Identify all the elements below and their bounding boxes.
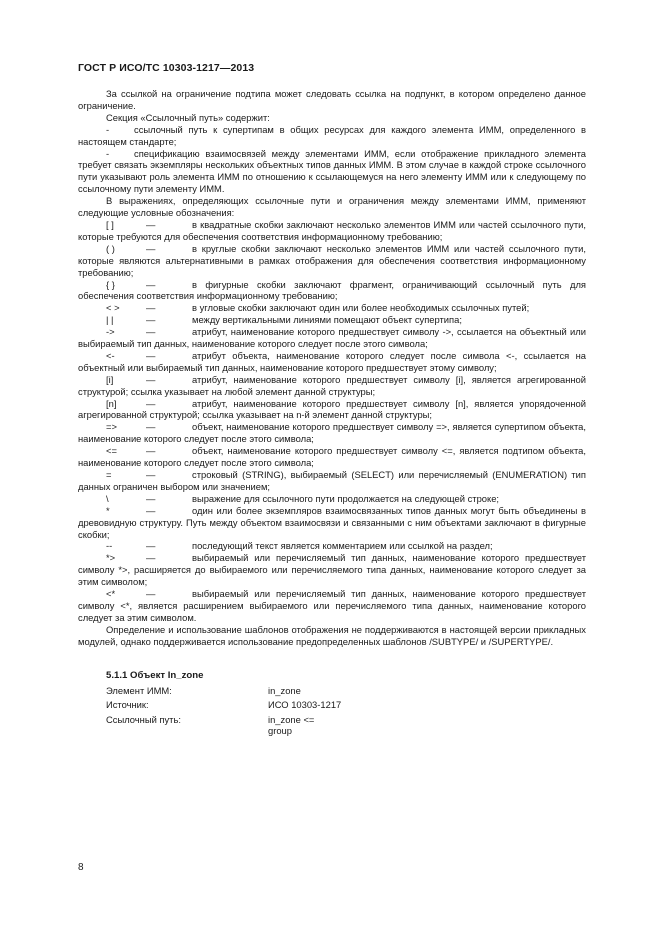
notation-description: атрибут, наименование которого предшествует символу [i], является агрегированной структурой; ссылка указывает на любой элемент данной структуры; bbox=[78, 373, 586, 397]
notation-definition bbox=[78, 219, 586, 243]
notation-symbol: <- bbox=[106, 349, 115, 361]
section-properties bbox=[78, 684, 586, 737]
notation-definition bbox=[78, 505, 586, 541]
definition-dash: — bbox=[146, 373, 156, 385]
bullet-marker: - bbox=[106, 123, 110, 135]
notation-description: в круглые скобки заключают несколько элементов ИММ или частей ссылочного пути, которые являются альтернативными в рамках отображения для обеспечения соответствия информационному требованию; bbox=[78, 242, 586, 278]
notation-description: выражение для ссылочного пути продолжается на следующей строке; bbox=[192, 492, 500, 504]
property-row bbox=[106, 725, 586, 737]
notation-description: выбираемый или перечисляемый тип данных, наименование которого предшествует символу <*, является расширением выбираемого или перечисляемого типа данных, наименование которого следует за этим символом. bbox=[78, 588, 586, 623]
definition-dash: — bbox=[146, 242, 156, 254]
notation-definition bbox=[78, 445, 586, 469]
notation-symbol: { } bbox=[106, 278, 115, 290]
notation-definition bbox=[78, 314, 586, 326]
notation-symbol: -> bbox=[106, 326, 115, 338]
notation-symbol: | | bbox=[106, 314, 114, 326]
notation-definition bbox=[78, 588, 586, 624]
definition-dash: — bbox=[146, 326, 156, 338]
notation-symbol: [ ] bbox=[106, 218, 114, 230]
notation-symbol: * bbox=[106, 504, 110, 516]
property-key bbox=[106, 725, 268, 737]
definition-dash: — bbox=[146, 540, 156, 552]
notation-definition bbox=[78, 540, 586, 552]
notation-definition bbox=[78, 469, 586, 493]
notation-definition bbox=[78, 326, 586, 350]
property-key: Элемент ИММ: bbox=[106, 684, 172, 696]
document-header: ГОСТ Р ИСО/ТС 10303-1217—2013 bbox=[78, 62, 255, 74]
notation-symbol: => bbox=[106, 421, 117, 433]
notation-symbol: -- bbox=[106, 540, 113, 552]
notation-definition bbox=[78, 302, 586, 314]
notation-symbol: < > bbox=[106, 302, 120, 314]
definition-dash: — bbox=[146, 314, 156, 326]
list-item-text: ссылочный путь к супертипам в общих ресурсах для каждого элемента ИММ, определенного в настоящем стандарте; bbox=[78, 123, 586, 147]
definition-dash: — bbox=[146, 397, 156, 409]
notation-symbol: *> bbox=[106, 552, 116, 564]
property-row bbox=[106, 684, 586, 699]
notation-description: выбираемый или перечисляемый тип данных, наименование которого предшествует символу *>, расширяется до выбираемого или перечисляемого типа данных, наименование которого следует за этим символом; bbox=[78, 552, 586, 588]
notation-symbol: <= bbox=[106, 445, 117, 457]
notation-description: объект, наименование которого предшествует символу <=, является подтипом объекта, наименование которого следует после этого символа; bbox=[78, 445, 586, 469]
list-item-text: спецификацию взаимосвязей между элементами ИММ, если отображение прикладного элемента требует связать экземпляры нескольких объектных типов данных ИММ. В этом случае в каждой строке ссылочного пути указывают роль элемента ИММ по отношению к ссылающемуся на него элементу ИММ или к следующему по ссылочному пути элементу ИММ. bbox=[78, 147, 586, 195]
property-value: in_zone <= bbox=[268, 713, 315, 725]
list-item-relationships bbox=[78, 148, 586, 196]
notation-symbol: [i] bbox=[106, 373, 114, 385]
notation-symbol: <* bbox=[106, 588, 116, 600]
property-key: Ссылочный путь: bbox=[106, 713, 181, 725]
definition-dash: — bbox=[146, 278, 156, 290]
notation-symbol: = bbox=[106, 469, 112, 480]
definition-dash: — bbox=[146, 504, 156, 516]
definition-dash: — bbox=[146, 552, 156, 564]
definition-dash: — bbox=[146, 421, 156, 433]
property-row bbox=[106, 698, 586, 713]
property-value: ИСО 10303-1217 bbox=[268, 699, 342, 710]
section-title: 5.1.1 Объект In_zone bbox=[106, 669, 204, 681]
property-key: Источник: bbox=[106, 699, 149, 710]
property-value: in_zone bbox=[268, 684, 301, 696]
bullet-marker: - bbox=[106, 147, 110, 159]
definition-dash: — bbox=[146, 349, 156, 361]
paragraph-subtype-reference: За ссылкой на ограничение подтипа может следовать ссылка на подпункт, в котором определено данное ограничение. bbox=[78, 88, 586, 111]
notation-symbol: \ bbox=[106, 492, 109, 504]
definition-dash: — bbox=[146, 588, 156, 600]
notation-description: один или более экземпляров взаимосвязанных типов данных могут быть объединены в древовидную структуру. Путь между объектом взаимосвязи и связанными с ним объектами заключают в фигурные скобки; bbox=[78, 504, 586, 540]
paragraph-templates-note: Определение и использование шаблонов отображения не поддерживаются в настоящей версии прикладных модулей, однако поддерживается использование предопределенных шаблонов /SUBTYPE/ и /SUPERTYPE/. bbox=[78, 623, 586, 647]
notation-description: последующий текст является комментарием или ссылкой на раздел; bbox=[192, 540, 493, 552]
notation-description: в квадратные скобки заключают несколько элементов ИММ или частей ссылочного пути, которые требуются для обеспечения соответствия информационному требованию; bbox=[78, 218, 586, 242]
notation-symbol: ( ) bbox=[106, 242, 115, 254]
definition-dash: — bbox=[146, 445, 156, 457]
notation-definition bbox=[78, 552, 586, 588]
paragraph-reference-path-intro: Секция «Ссылочный путь» содержит: bbox=[106, 111, 270, 123]
list-item-supertypes bbox=[78, 124, 586, 148]
notation-description: объект, наименование которого предшествует символу =>, является супертипом объекта, наименование которого следует после этого символа; bbox=[78, 421, 586, 445]
notation-description: в фигурные скобки заключают фрагмент, ограничивающий ссылочный путь для обеспечения соответствия информационному требованию; bbox=[78, 278, 586, 302]
paragraph-notation-intro: В выражениях, определяющих ссылочные пути и ограничения между элементами ИММ, применяют следующие условные обозначения: bbox=[78, 195, 586, 219]
notation-definition bbox=[78, 374, 586, 398]
page-number: 8 bbox=[78, 862, 84, 873]
definition-dash: — bbox=[146, 218, 156, 230]
notation-definition bbox=[78, 421, 586, 445]
notation-definition bbox=[78, 243, 586, 279]
notation-description: атрибут, наименование которого предшествует символу ->, ссылается на объектный или выбираемый тип данных, наименование которого следует после этого символа; bbox=[78, 326, 586, 350]
definition-dash: — bbox=[146, 469, 156, 480]
definition-dash: — bbox=[146, 302, 156, 314]
property-row bbox=[106, 714, 586, 726]
notation-definition bbox=[78, 493, 586, 505]
notation-description: атрибут, наименование которого предшествует символу [n], является упорядоченной агрегированной структурой; ссылка указывает на n-й элемент данной структуры; bbox=[78, 397, 586, 421]
notation-definition bbox=[78, 350, 586, 374]
notation-definitions bbox=[78, 219, 586, 624]
definition-dash: — bbox=[146, 492, 156, 504]
notation-description: строковый (STRING), выбираемый (SELECT) или перечисляемый (ENUMERATION) тип данных ограничен выбором или значением; bbox=[78, 469, 586, 492]
notation-symbol: [n] bbox=[106, 397, 117, 409]
property-value: group bbox=[268, 725, 292, 736]
notation-definition bbox=[78, 279, 586, 303]
notation-description: атрибут объекта, наименование которого следует после символа <-, ссылается на объектный или выбираемый тип данных, наименование которого предшествует этому символу; bbox=[78, 349, 586, 373]
page-body bbox=[78, 88, 586, 737]
notation-definition bbox=[78, 398, 586, 422]
notation-description: в угловые скобки заключают один или более необходимых ссылочных путей; bbox=[192, 302, 530, 314]
notation-description: между вертикальными линиями помещают объект супертипа; bbox=[192, 314, 462, 326]
